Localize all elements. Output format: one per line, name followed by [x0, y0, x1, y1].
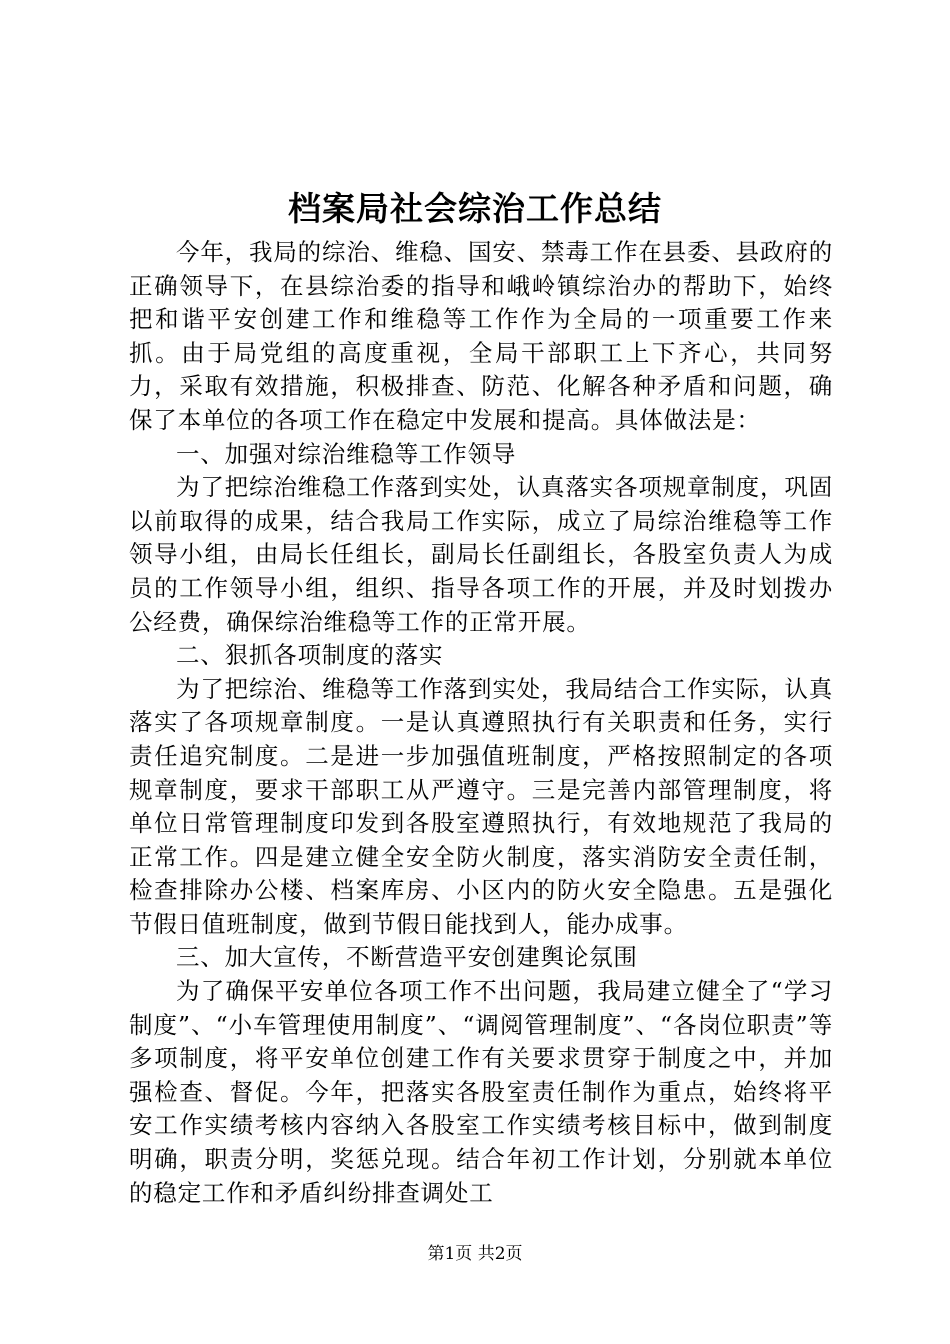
paragraph-section-1: 为了把综治维稳工作落到实处，认真落实各项规章制度，巩固以前取得的成果，结合我局工作实际，成立了局综治维稳等工作领导小组，由局长任组长，副局长任副组长，各股室负责人为成员的工作领导小组，组织、指导各项工作的开展，并及时划拨办公经费，确保综治维稳等工作的正常开展。	[129, 473, 833, 636]
document-title: 档案局社会综治工作总结	[288, 189, 662, 228]
section-heading-1: 一、加强对综治维稳等工作领导	[176, 439, 517, 468]
paragraph-section-2: 为了把综治、维稳等工作落到实处，我局结合工作实际，认真落实了各项规章制度。一是认真遵照执行有关职责和任务，实行责任追究制度。二是进一步加强值班制度，严格按照制定的各项规章制度，要求干部职工从严遵守。三是完善内部管理制度，将单位日常管理制度印发到各股室遵照执行，有效地规范了我局的正常工作。四是建立健全安全防火制度，落实消防安全责任制，检查排除办公楼、档案库房、小区内的防火安全隐患。五是强化节假日值班制度，做到节假日能找到人，能办成事。	[129, 674, 833, 938]
paragraph-section-3: 为了确保平安单位各项工作不出问题，我局建立健全了“学习制度”、“小车管理使用制度”、“调阅管理制度”、“各岗位职责”等多项制度，将平安单位创建工作有关要求贯穿于制度之中，并加强检查、督促。今年，把落实各股室责任制作为重点，始终将平安工作实绩考核内容纳入各股室工作实绩考核目标中，做到制度明确，职责分明，奖惩兑现。结合年初工作计划，分别就本单位的稳定工作和矛盾纠纷排查调处工	[129, 977, 833, 1207]
paragraph-intro: 今年，我局的综治、维稳、国安、禁毒工作在县委、县政府的正确领导下，在县综治委的指导和峨岭镇综治办的帮助下，始终把和谐平安创建工作和维稳等工作作为全局的一项重要工作来抓。由于局党组的高度重视，全局干部职工上下齐心，共同努力，采取有效措施，积极排查、防范、化解各种矛盾和问题，确保了本单位的各项工作在稳定中发展和提高。具体做法是：	[129, 238, 833, 434]
page-number-footer: 第1页 共2页	[427, 1244, 523, 1264]
section-heading-2: 二、狠抓各项制度的落实	[176, 641, 444, 670]
section-heading-3: 三、加大宣传，不断营造平安创建舆论氛围	[176, 943, 638, 972]
document-body	[129, 236, 833, 1210]
